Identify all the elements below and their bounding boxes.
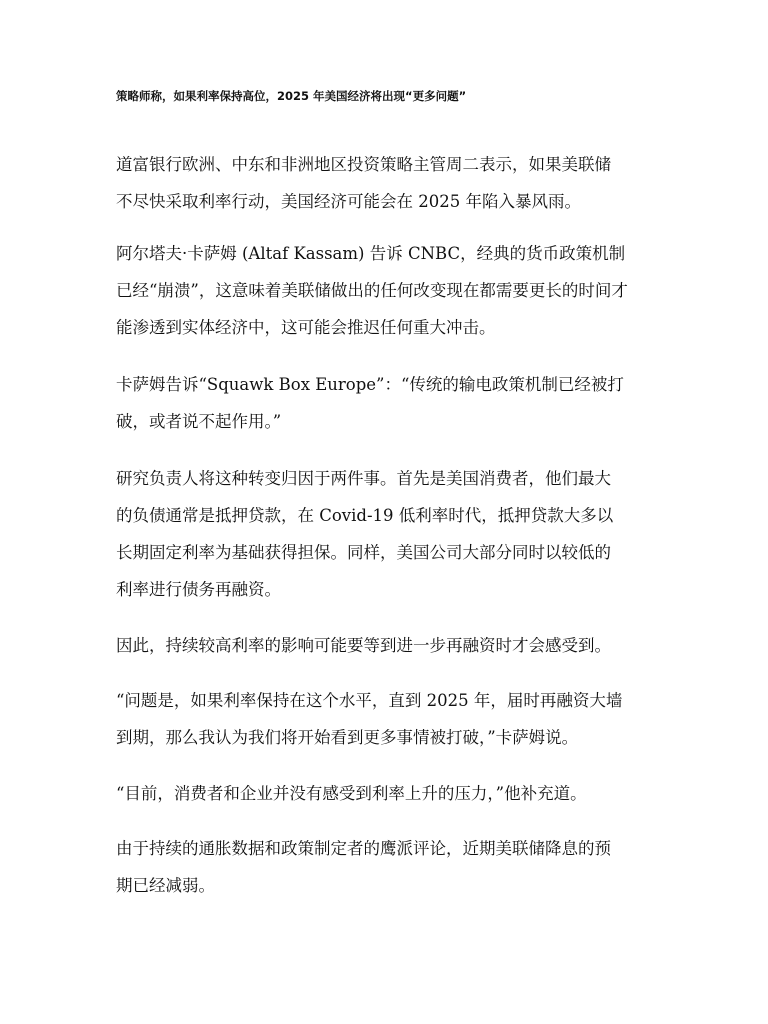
paragraph-5 xyxy=(116,627,664,664)
paragraph-2 xyxy=(116,235,664,346)
paragraph-3 xyxy=(116,366,664,440)
text-line: 到期，那么我认为我们将开始看到更多事情被打破，”卡萨姆说。 xyxy=(116,728,579,747)
text-line: 的负债通常是抵押贷款，在 Covid-19 低利率时代，抵押贷款大多以 xyxy=(116,506,614,525)
text-line: 长期固定利率为基础获得担保。同样，美国公司大部分同时以较低的 xyxy=(116,543,611,562)
text-line: 已经“崩溃”，这意味着美联储做出的任何改变现在都需要更长的时间才 xyxy=(116,281,628,300)
paragraph-8 xyxy=(116,830,664,904)
paragraph-4 xyxy=(116,460,664,608)
text-line: 因此，持续较高利率的影响可能要等到进一步再融资时才会感受到。 xyxy=(116,636,611,655)
text-line: 利率进行债务再融资。 xyxy=(116,580,281,599)
paragraph-1 xyxy=(116,146,664,220)
text-line: 道富银行欧洲、中东和非洲地区投资策略主管周二表示，如果美联储 xyxy=(116,155,611,174)
text-line: “问题是，如果利率保持在这个水平，直到 2025 年，届时再融资大墙 xyxy=(116,691,623,710)
text-line: 由于持续的通胀数据和政策制定者的鹰派评论，近期美联储降息的预 xyxy=(116,839,611,858)
text-line: 破，或者说不起作用。” xyxy=(116,412,282,431)
text-line: 研究负责人将这种转变归因于两件事。首先是美国消费者，他们最大 xyxy=(116,469,611,488)
text-line: 期已经减弱。 xyxy=(116,876,215,895)
text-line: “目前，消费者和企业并没有感受到利率上升的压力，”他补充道。 xyxy=(116,784,587,803)
paragraph-6 xyxy=(116,682,664,756)
text-line: 能渗透到实体经济中，这可能会推迟任何重大冲击。 xyxy=(116,318,496,337)
text-line: 卡萨姆告诉“Squawk Box Europe”：“传统的输电政策机制已经被打 xyxy=(116,375,624,394)
paragraph-7 xyxy=(116,775,664,812)
text-line: 不尽快采取利率行动，美国经济可能会在 2025 年陷入暴风雨。 xyxy=(116,192,581,211)
text-line: 阿尔塔夫·卡萨姆 (Altaf Kassam) 告诉 CNBC，经典的货币政策机制 xyxy=(116,244,626,263)
article-title: 策略师称，如果利率保持高位，2025 年美国经济将出现“更多问题” xyxy=(116,89,467,103)
